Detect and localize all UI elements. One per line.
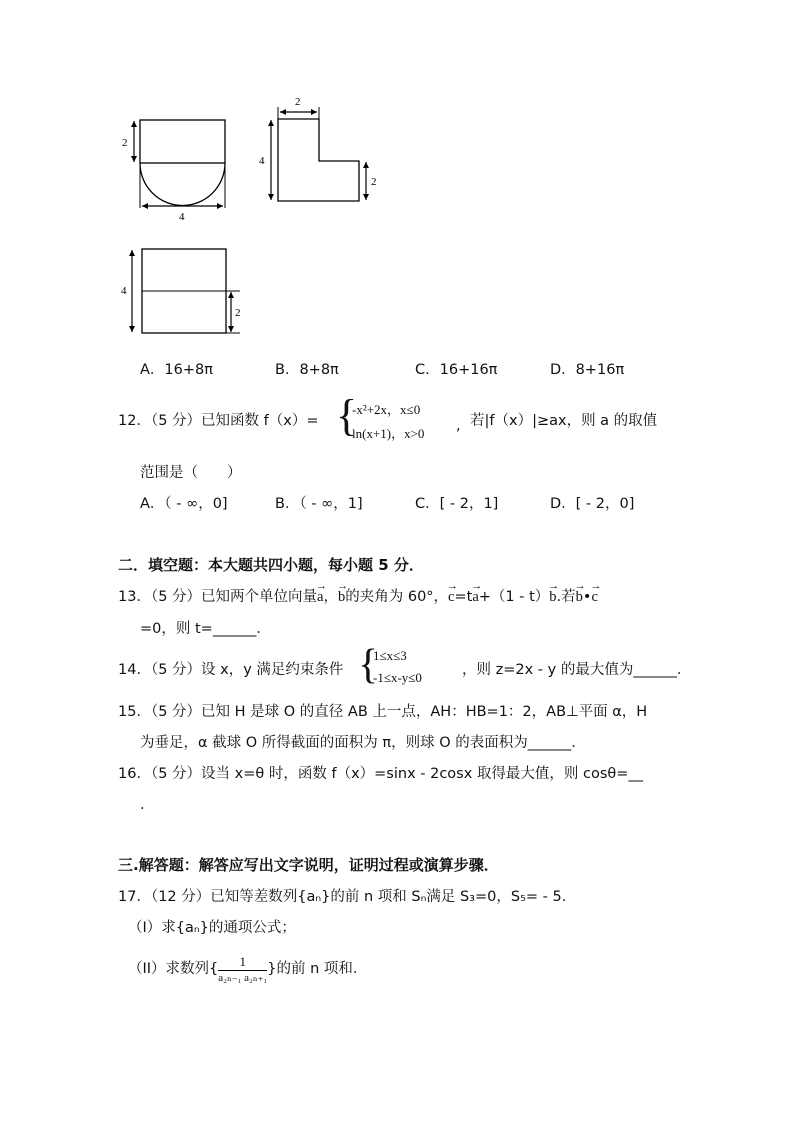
fig2-top-label: 2 [295, 96, 301, 108]
q14-tail: ，则 z=2x - y 的最大值为______． [462, 662, 692, 678]
q14-brace: { [358, 642, 379, 688]
vector-c: → c [448, 587, 454, 607]
q13-part-2: 的夹角为 60°， [345, 589, 449, 605]
q11-option-b: B．8+8π [275, 362, 339, 378]
q12-piece-1: -x²+2x，x≤0 [352, 402, 421, 417]
q17-part-2-lead: （II）求数列{ [128, 961, 219, 977]
q16-line-1: 16．（5 分）设当 x=θ 时，函数 f（x）=sinx - 2cosx 取得最大值，则 cosθ=__ [118, 766, 643, 782]
q17-part-1: （I）求{aₙ}的通项公式； [128, 920, 296, 936]
q12-option-d: D．[ - 2，0] [550, 496, 635, 512]
q13-line-2: =0，则 t=______． [140, 621, 271, 637]
fig3-right-label: 2 [235, 307, 241, 319]
q13-dot: • [582, 589, 592, 605]
fig1-height-label: 2 [122, 137, 128, 149]
vector-a: → a [317, 587, 323, 607]
vector-b-2: → b [549, 587, 556, 607]
q12-option-b: B．（ - ∞，1] [275, 496, 363, 512]
q12-lead: 12．（5 分）已知函数 f（x）= [118, 413, 319, 429]
q13-line-1 [118, 587, 598, 607]
vector-b: → b [338, 587, 345, 607]
q12-option-a: A．（ - ∞，0] [140, 496, 228, 512]
three-view-side-figure [255, 95, 385, 207]
fig2-right-label: 2 [371, 176, 377, 188]
q16-line-2: ． [140, 797, 155, 813]
section-3-heading: 三.解答题：解答应写出文字说明，证明过程或演算步骤． [118, 856, 499, 874]
fig1-width-label: 4 [179, 211, 185, 223]
q12-brace: { [336, 391, 358, 440]
q13-part-4: +（1 - t） [478, 589, 550, 605]
three-view-top-figure [115, 243, 250, 338]
q15-line-1: 15．（5 分）已知 H 是球 O 的直径 AB 上一点，AH：HB=1：2，AB⊥平面 α，H [118, 704, 648, 720]
three-view-front-figure [115, 112, 240, 224]
q11-option-c: C．16+16π [415, 362, 498, 378]
q14-constraint-1: 1≤x≤3 [373, 648, 407, 663]
q13-part-5: .若 [556, 589, 576, 605]
vector-c-2: → c [591, 587, 597, 607]
vector-a-2: → a [472, 587, 478, 607]
vector-b-3: → b [576, 587, 583, 607]
q12-comma: , [456, 418, 461, 434]
fig2-left-label: 4 [259, 155, 265, 167]
fig3-left-label: 4 [121, 285, 127, 297]
q12-tail: 若|f（x）|≥ax，则 a 的取值 [470, 413, 658, 429]
q12-option-c: C．[ - 2，1] [415, 496, 499, 512]
q12-piece-2: ln(x+1)，x>0 [352, 426, 425, 441]
q17-fraction [218, 954, 267, 985]
q13-sep: ， [323, 589, 338, 605]
q14-lead: 14．（5 分）设 x，y 满足约束条件 [118, 662, 344, 678]
fraction-denominator: a₂ₙ₋₁ a₂ₙ₊₁ [218, 971, 268, 984]
q13-part-3: =t [454, 589, 473, 605]
q13-part-1: 13．（5 分）已知两个单位向量 [118, 589, 318, 605]
q11-option-a: A．16+8π [140, 362, 213, 378]
q17-line-1: 17．（12 分）已知等差数列{aₙ}的前 n 项和 Sₙ满足 S₃=0，S₅= - 5． [118, 889, 577, 905]
q12-line-2: 范围是（ ） [140, 465, 242, 481]
q11-option-d: D．8+16π [550, 362, 625, 378]
q17-part-2 [128, 952, 367, 986]
section-2-heading: 二．填空题：本大题共四小题，每小题 5 分． [118, 556, 424, 574]
q15-line-2: 为垂足，α 截球 O 所得截面的面积为 π，则球 O 的表面积为______． [140, 735, 586, 751]
fraction-numerator: 1 [218, 954, 267, 971]
q14-constraint-2: -1≤x-y≤0 [373, 670, 422, 685]
q17-part-2-tail: }的前 n 项和． [267, 961, 368, 977]
